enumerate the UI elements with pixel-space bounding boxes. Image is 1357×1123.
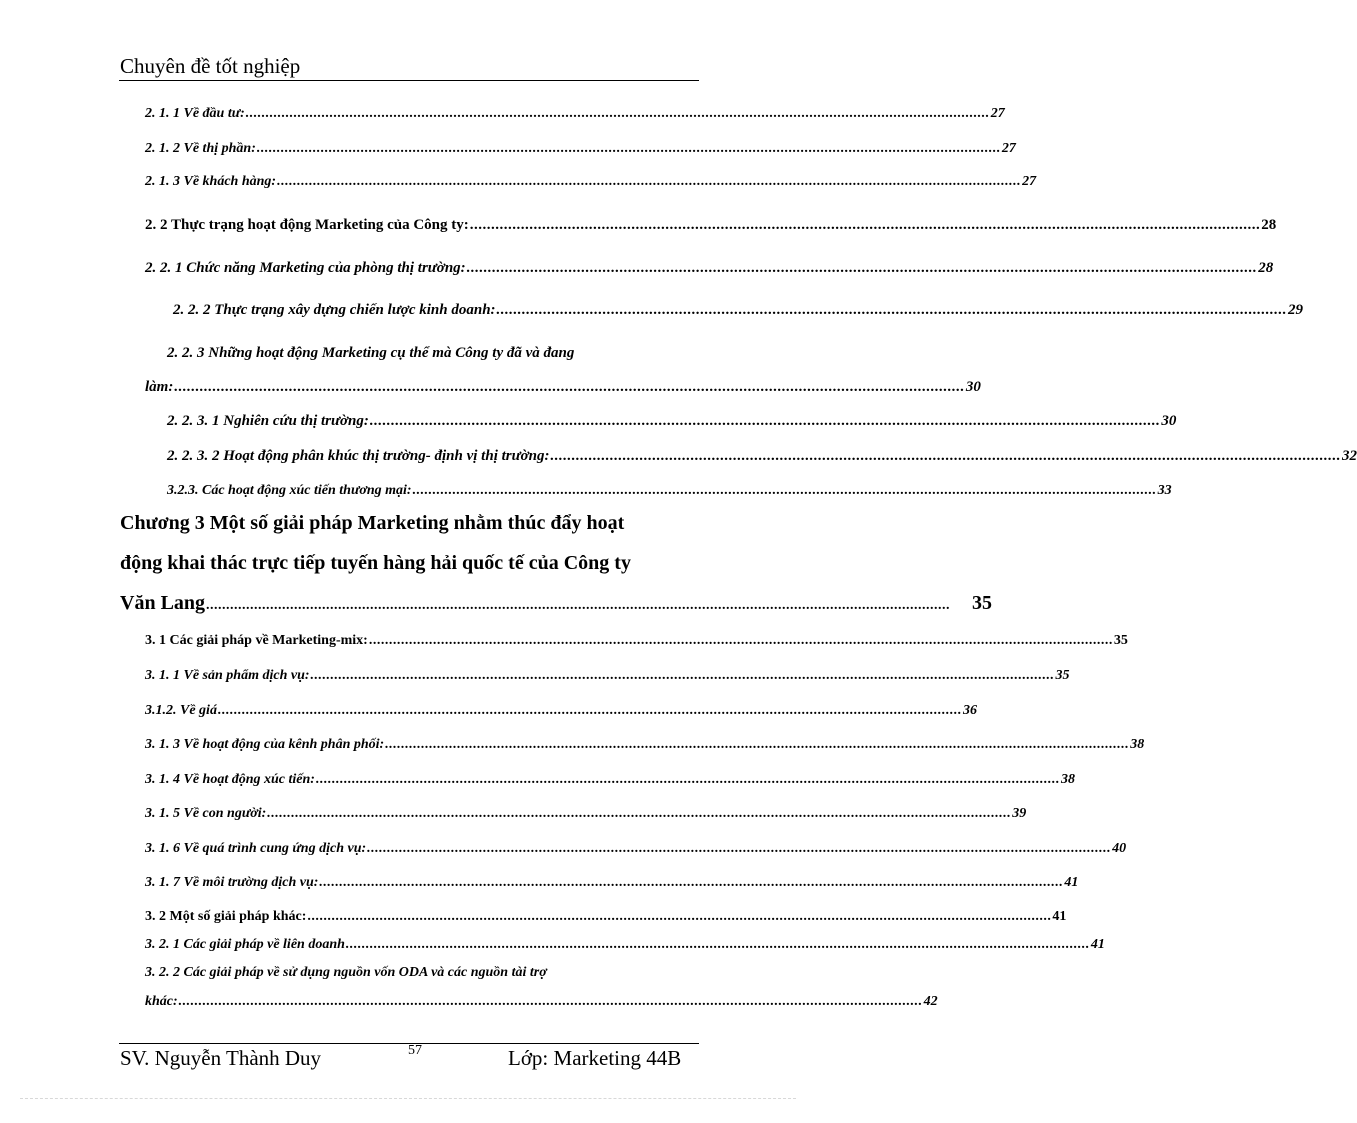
toc-leader-dots: .......................................................................................................................................................................................... <box>217 703 962 718</box>
toc-chapter-3-line1[interactable]: Chương 3 Một số giải pháp Marketing nhằm thúc đẩy hoạt <box>120 512 625 534</box>
toc-entry-3-1-7[interactable] <box>145 875 1079 891</box>
toc-leader-dots: .......................................................................................................................................................................................... <box>385 737 1130 752</box>
toc-entry-2-1-2[interactable] <box>145 141 1016 157</box>
toc-entry-label: 2. 1. 2 Về thị phần: <box>145 141 256 156</box>
toc-entry-label: 2. 1. 1 Về đầu tư: <box>145 106 245 121</box>
toc-entry-3-2-2-line1[interactable]: 3. 2. 2 Các giải pháp về sử dụng nguồn vốn ODA và các nguồn tài trợ <box>145 965 547 980</box>
toc-page-number: 30 <box>1161 413 1177 429</box>
toc-entry-label: làm: <box>145 379 174 395</box>
toc-entry-2-2[interactable] <box>145 217 1277 234</box>
toc-page-number: 39 <box>1012 806 1027 821</box>
toc-chapter-3-line2[interactable]: động khai thác trực tiếp tuyến hàng hải quốc tế của Công ty <box>120 552 631 574</box>
toc-page-number: 35 <box>1113 633 1128 648</box>
toc-entry-2-2-2[interactable] <box>173 302 1304 319</box>
toc-page-number: 40 <box>1112 841 1127 856</box>
toc-leader-dots: .......................................................................................................................................................................................... <box>368 633 1113 648</box>
toc-entry-label: 3. 1 Các giải pháp về Marketing-mix: <box>145 633 368 648</box>
toc-entry-3-2-3[interactable] <box>167 483 1172 499</box>
toc-leader-dots: .......................................................................................................................................................................................... <box>319 875 1064 890</box>
toc-entry-label: 2. 1. 3 Về khách hàng: <box>145 174 277 189</box>
toc-leader-dots: .......................................................................................................................................................................................... <box>256 141 1001 156</box>
toc-entry-label: 3. 1. 1 Về sản phẩm dịch vụ: <box>145 668 310 683</box>
toc-entry-label: 2. 2. 2 Thực trạng xây dựng chiến lược kinh doanh: <box>173 302 496 318</box>
toc-entry-label: 3. 1. 4 Về hoạt động xúc tiến: <box>145 772 315 787</box>
toc-page-number: 35 <box>972 592 993 614</box>
toc-page-number: 41 <box>1090 937 1105 952</box>
toc-entry-label: Văn Lang <box>120 592 206 614</box>
toc-entry-3-1-4[interactable] <box>145 772 1075 788</box>
toc-page-number: 27 <box>1001 141 1016 156</box>
toc-entry-2-2-3[interactable] <box>145 379 981 396</box>
toc-page-number: 42 <box>923 994 938 1009</box>
toc-page-number: 28 <box>1261 217 1277 233</box>
document-title: Chuyên đề tốt nghiệp <box>120 54 301 78</box>
toc-entry-label: 3. 2 Một số giải pháp khác: <box>145 909 307 924</box>
toc-leader-dots: .......................................................................................................................................................................................... <box>369 413 1161 429</box>
toc-entry-3-2-1[interactable] <box>145 937 1105 953</box>
toc-page-number: 28 <box>1258 260 1274 276</box>
toc-page-number: 41 <box>1052 909 1067 924</box>
toc-page-number: 38 <box>1060 772 1075 787</box>
toc-page-number: 27 <box>990 106 1005 121</box>
toc-entry-label: khác: <box>145 994 178 1009</box>
toc-entry-3-1-2[interactable] <box>145 703 977 719</box>
toc-entry-label: 2. 2. 3. 2 Hoạt động phân khúc thị trường- định vị thị trường: <box>167 448 550 464</box>
toc-entry-3-1-5[interactable] <box>145 806 1027 822</box>
toc-leader-dots: .......................................................................................................................................................................................... <box>307 909 1052 924</box>
toc-page-number: 41 <box>1064 875 1079 890</box>
toc-leader-dots: .......................................................................................................................................................................................... <box>206 598 951 613</box>
page-bottom-border <box>20 1098 796 1099</box>
toc-entry-3-2[interactable] <box>145 909 1067 925</box>
toc-entry-3-1-6[interactable] <box>145 841 1127 857</box>
toc-entry-label: 3. 1. 7 Về môi trường dịch vụ: <box>145 875 319 890</box>
student-name: SV. Nguyễn Thành Duy <box>120 1046 322 1070</box>
toc-leader-dots: .......................................................................................................................................................................................... <box>315 772 1060 787</box>
toc-entry-3-2-2[interactable] <box>145 994 938 1010</box>
toc-entry-label: 3. 1. 5 Về con người: <box>145 806 267 821</box>
toc-leader-dots: .......................................................................................................................................................................................... <box>367 841 1112 856</box>
toc-page-number: 27 <box>1022 174 1037 189</box>
toc-leader-dots: .......................................................................................................................................................................................... <box>310 668 1055 683</box>
toc-leader-dots: .......................................................................................................................................................................................... <box>496 302 1288 318</box>
class-label: Lớp: Marketing 44B <box>508 1046 682 1070</box>
toc-page-number: 29 <box>1288 302 1304 318</box>
toc-chapter-3[interactable] <box>120 592 993 615</box>
toc-leader-dots: .......................................................................................................................................................................................... <box>245 106 990 121</box>
toc-entry-label: 3. 1. 3 Về hoạt động của kênh phân phối: <box>145 737 385 752</box>
toc-page-number: 36 <box>962 703 977 718</box>
page-number: 57 <box>408 1043 422 1058</box>
toc-page-number: 38 <box>1130 737 1145 752</box>
toc-entry-label: 3.1.2. Về giá <box>145 703 217 718</box>
toc-entry-3-1[interactable] <box>145 633 1128 649</box>
toc-entry-label: 2. 2. 1 Chức năng Marketing của phòng thị trường: <box>145 260 466 276</box>
toc-entry-label: 3. 2. 1 Các giải pháp về liên doanh <box>145 937 345 952</box>
toc-page-number: 32 <box>1342 448 1357 464</box>
toc-leader-dots: .......................................................................................................................................................................................... <box>345 937 1090 952</box>
toc-leader-dots: .......................................................................................................................................................................................... <box>174 379 965 395</box>
toc-entry-label: 2. 2 Thực trạng hoạt động Marketing của Công ty: <box>145 217 469 233</box>
toc-page-number: 33 <box>1157 483 1172 498</box>
toc-entry-3-1-3[interactable] <box>145 737 1145 753</box>
toc-entry-2-2-1[interactable] <box>145 260 1274 277</box>
toc-leader-dots: .......................................................................................................................................................................................... <box>466 260 1258 276</box>
toc-page-number: 35 <box>1055 668 1070 683</box>
toc-entry-2-1-1[interactable] <box>145 106 1005 122</box>
toc-entry-3-1-1[interactable] <box>145 668 1070 684</box>
toc-leader-dots: .......................................................................................................................................................................................... <box>550 448 1341 464</box>
toc-leader-dots: .......................................................................................................................................................................................... <box>277 174 1022 189</box>
toc-leader-dots: .......................................................................................................................................................................................... <box>469 217 1261 233</box>
toc-leader-dots: .......................................................................................................................................................................................... <box>178 994 923 1009</box>
toc-page-number: 30 <box>965 379 981 395</box>
toc-entry-2-1-3[interactable] <box>145 174 1037 190</box>
toc-entry-2-2-3-line1[interactable]: 2. 2. 3 Những hoạt động Marketing cụ thể mà Công ty đã và đang <box>167 345 575 361</box>
toc-entry-2-2-3-1[interactable] <box>167 413 1177 430</box>
toc-entry-label: 3.2.3. Các hoạt động xúc tiến thương mại: <box>167 483 412 498</box>
toc-entry-label: 2. 2. 3. 1 Nghiên cứu thị trường: <box>167 413 369 429</box>
toc-leader-dots: .......................................................................................................................................................................................... <box>267 806 1012 821</box>
toc-entry-2-2-3-2[interactable] <box>167 448 1357 465</box>
toc-entry-label: 3. 1. 6 Về quá trình cung ứng dịch vụ: <box>145 841 367 856</box>
toc-leader-dots: .......................................................................................................................................................................................... <box>412 483 1157 498</box>
